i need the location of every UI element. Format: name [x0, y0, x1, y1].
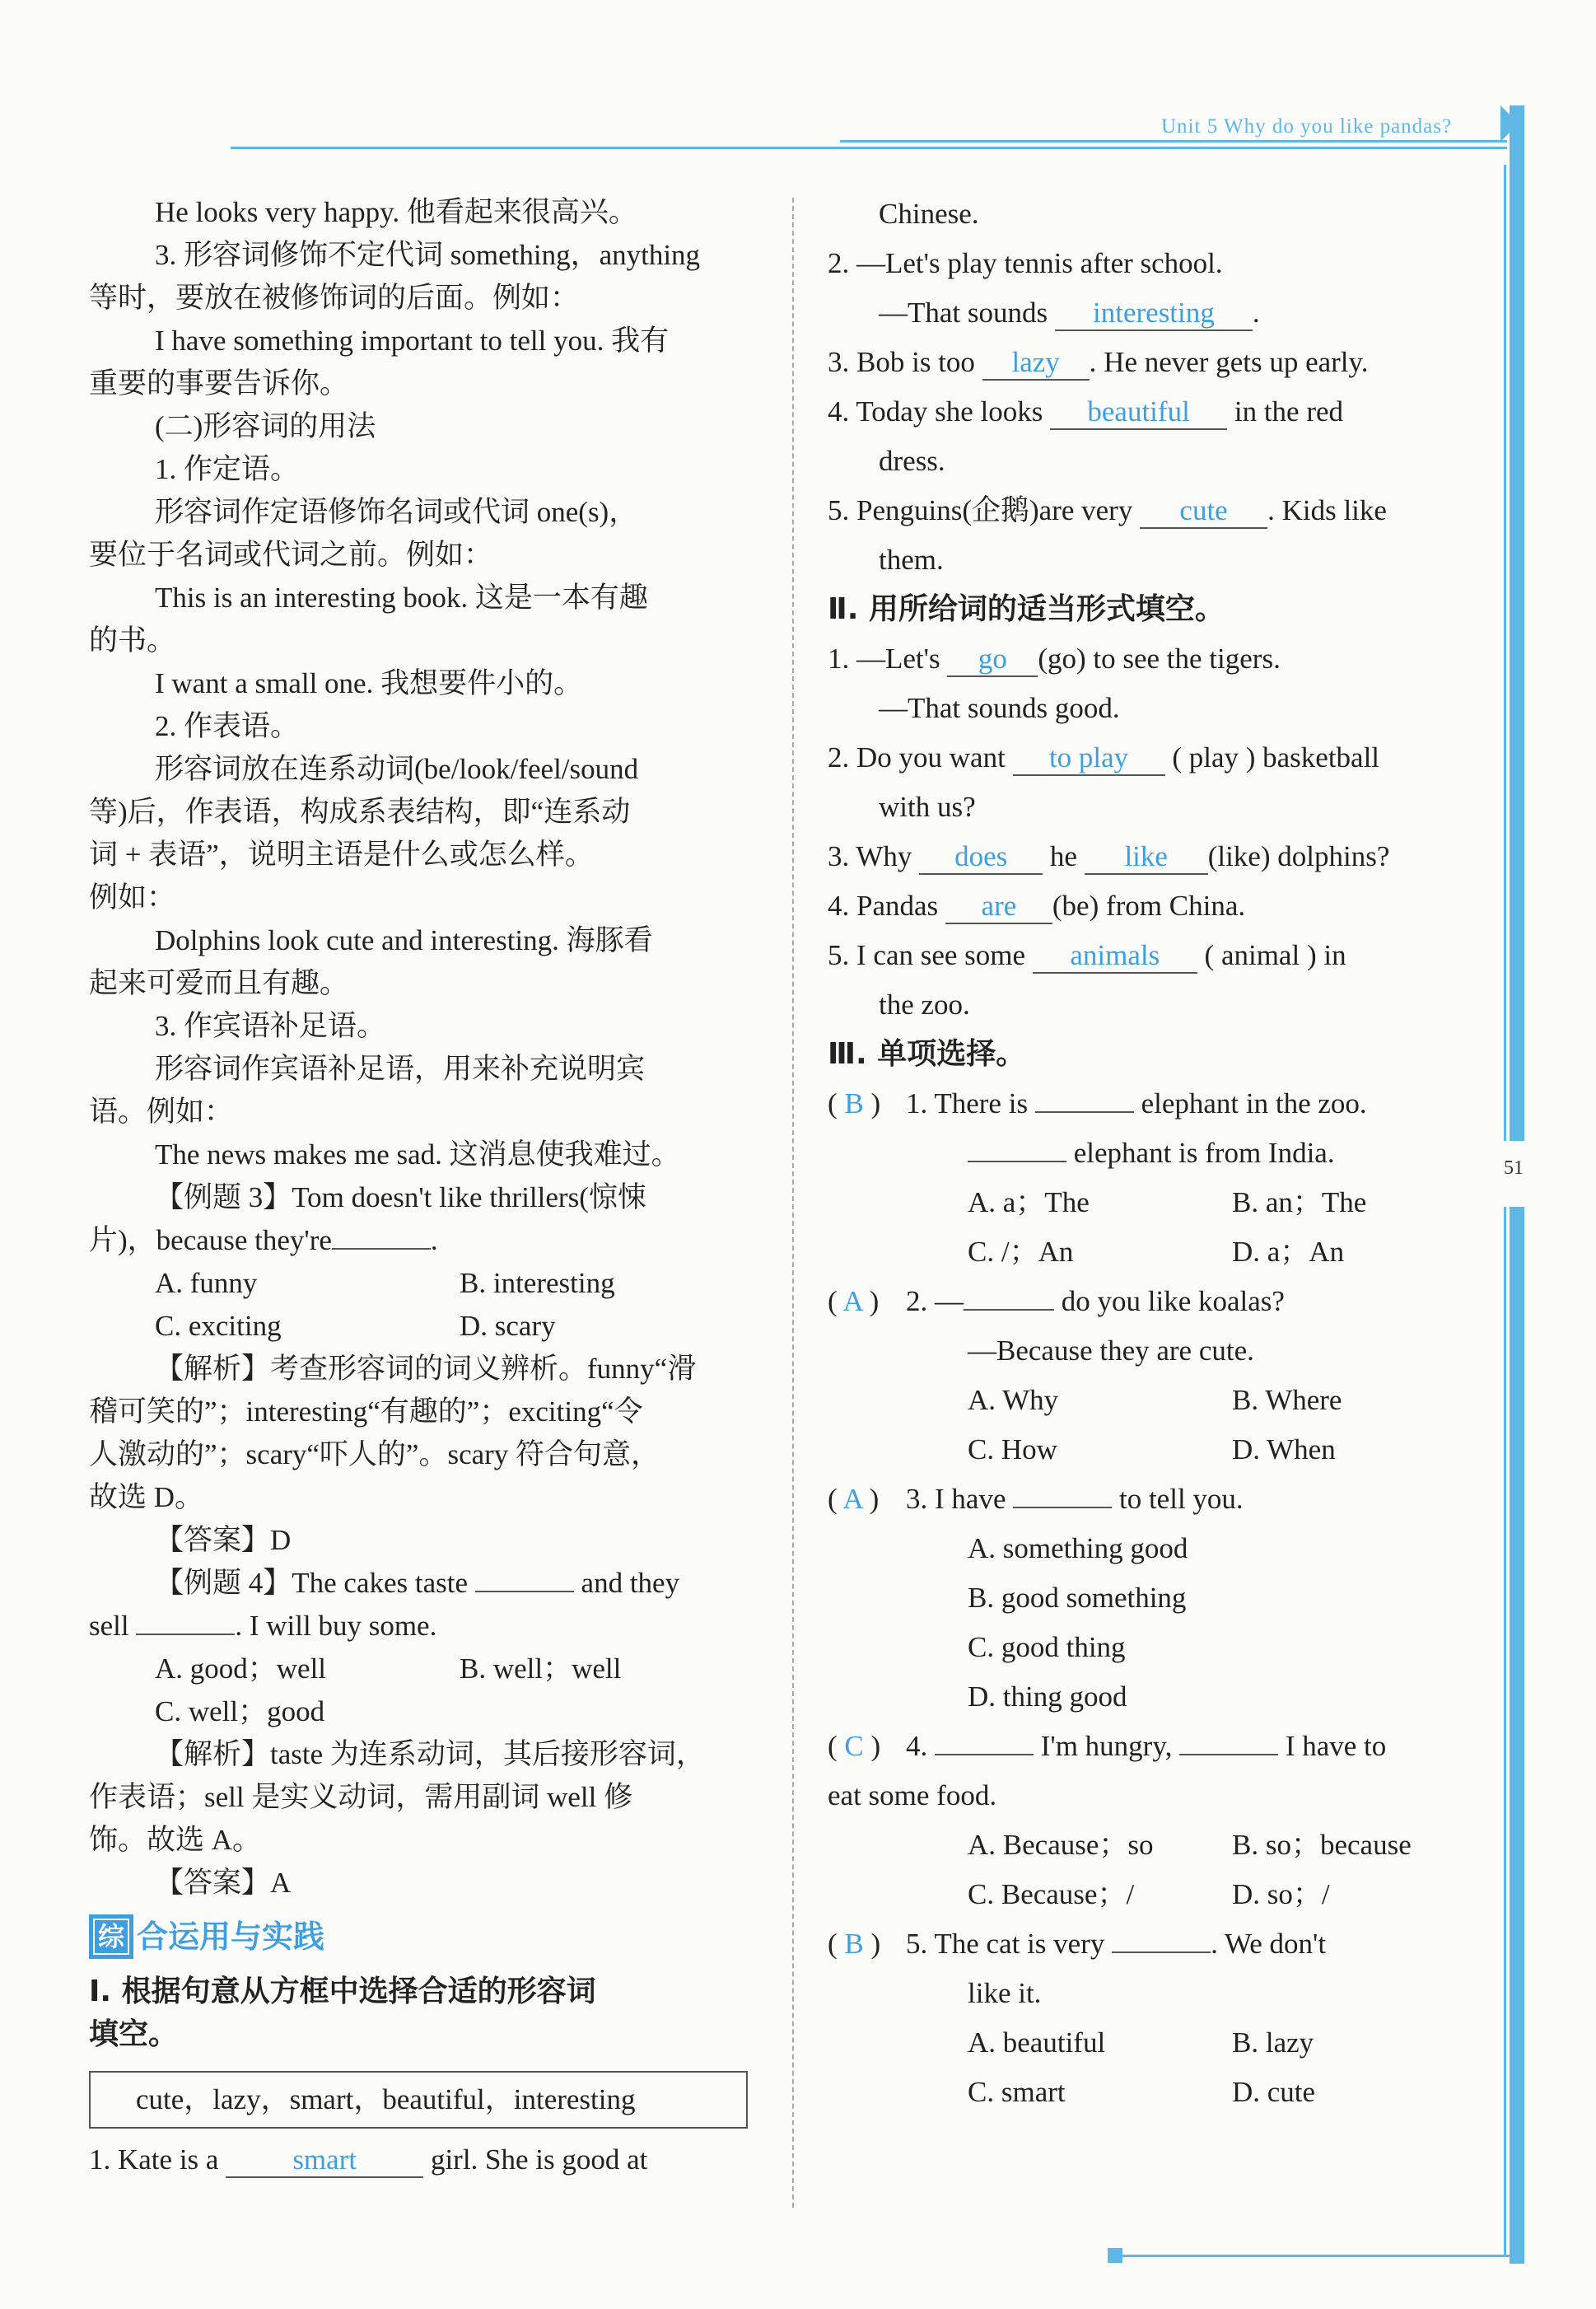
- column-divider: [792, 198, 794, 2208]
- mc-question-1: ( B ) 1. There is elephant in the zoo.: [828, 1082, 1496, 1125]
- section-1-title: Ⅰ. 根据句意从方框中选择合适的形容词: [89, 1975, 596, 2008]
- blank: [1013, 1480, 1112, 1508]
- blank: [1112, 1925, 1211, 1953]
- analysis: 饰。故选 A。: [89, 1824, 262, 1856]
- answer-blank: animals: [1033, 939, 1197, 974]
- options-row: A. good；well B. well；well: [155, 1652, 622, 1685]
- analysis: 作表语；sell 是实义动词，需用副词 well 修: [89, 1781, 633, 1813]
- answer-blank: cute: [1140, 494, 1267, 529]
- analysis: 稽可笑的”；interesting“有趣的”；exciting“令: [89, 1395, 643, 1428]
- option: C. good thing: [968, 1631, 1126, 1663]
- options-row: C. exciting D. scary: [155, 1310, 556, 1342]
- mc-question-3: ( A ) 3. I have to tell you.: [828, 1478, 1496, 1521]
- s2-question-4: 4. Pandas are (be) from China.: [828, 885, 1496, 928]
- banner-title: 合运用与实践: [137, 1919, 325, 1955]
- mc-question-1-2: elephant is from India.: [828, 1132, 1496, 1175]
- blank: [964, 1283, 1054, 1311]
- mc-question-2: ( A ) 2. — do you like koalas?: [828, 1280, 1496, 1323]
- text-line: I want a small one. 我想要件小的。: [155, 667, 583, 699]
- question-3: 3. Bob is too lazy . He never gets up early.: [828, 341, 1496, 384]
- blank: [1035, 1085, 1134, 1113]
- options-row: C. How D. When: [968, 1433, 1336, 1465]
- banner-icon: 综: [89, 1914, 133, 1959]
- option: B. good something: [968, 1582, 1187, 1614]
- header-rule: [840, 140, 1507, 143]
- blank: [475, 1564, 574, 1592]
- mc-question-4: ( C ) 4. I'm hungry, I have to: [828, 1725, 1496, 1768]
- text-line: 等时，要放在被修饰词的后面。例如：: [89, 282, 580, 314]
- analysis: 【解析】taste 为连系动词，其后接形容词，: [155, 1738, 705, 1770]
- answer: 【答案】A: [155, 1867, 292, 1899]
- analysis: 【解析】考查形容词的词义辨析。funny“滑: [155, 1353, 697, 1385]
- question-5: 5. Penguins(企鹅)are very cute . Kids like: [828, 489, 1496, 532]
- text-line: 3. 作宾语补足语。: [155, 1010, 386, 1042]
- s2-question-1: 1. —Let's go (go) to see the tigers.: [828, 638, 1496, 680]
- text-line: This is an interesting book. 这是一本有趣: [155, 582, 648, 614]
- answer-blank: to play: [1013, 741, 1165, 776]
- options-row: A. funny B. interesting: [155, 1267, 615, 1299]
- answer-blank: interesting: [1055, 297, 1253, 331]
- answer-blank: are: [945, 890, 1052, 924]
- example-4-stem: 【例题 4】The cakes taste and they: [89, 1562, 754, 1605]
- text-line: 例如：: [89, 881, 176, 914]
- section-3-title: Ⅲ. 单项选择。: [828, 1037, 1026, 1071]
- mc-answer: B: [844, 1928, 864, 1960]
- running-header: Unit 5 Why do you like pandas?: [1161, 115, 1453, 138]
- mc-answer: A: [842, 1285, 862, 1317]
- answer-blank: go: [947, 643, 1038, 677]
- options-row: A. Because；so B. so；because: [968, 1829, 1412, 1861]
- options-row: A. a；The B. an；The: [968, 1186, 1367, 1218]
- text-line: Dolphins look cute and interesting. 海豚看: [155, 924, 653, 956]
- text-line: 的书。: [89, 624, 176, 657]
- answer-blank: lazy: [982, 346, 1090, 381]
- text-line: 形容词作宾语补足语，用来补充说明宾: [155, 1053, 646, 1085]
- text-line: Chinese.: [879, 198, 979, 230]
- left-column: [89, 191, 754, 2181]
- example-3-stem-2: 片)，because they're .: [89, 1219, 754, 1262]
- blank: [1179, 1727, 1278, 1755]
- footer-rule: [1112, 2255, 1515, 2257]
- text-line: —That sounds good.: [879, 692, 1120, 724]
- question-1: 1. Kate is a smart girl. She is good at: [89, 2138, 754, 2181]
- page-number: 51: [1504, 1157, 1524, 1179]
- margin-rule: [1504, 165, 1506, 2257]
- blank: [935, 1727, 1034, 1755]
- s2-question-2: 2. Do you want to play ( play ) basketball: [828, 736, 1496, 779]
- text-line: 3. 形容词修饰不定代词 something，anything: [155, 239, 701, 271]
- analysis: 故选 D。: [89, 1481, 204, 1513]
- mc-answer: C: [844, 1730, 864, 1762]
- blank: [332, 1222, 431, 1250]
- options-row: A. beautiful B. lazy: [968, 2026, 1314, 2059]
- answer-blank: like: [1085, 840, 1208, 875]
- example-3-stem: 【例题 3】Tom doesn't like thrillers(惊悚: [155, 1181, 646, 1213]
- options-row: C. Because；/ D. so；/: [968, 1878, 1330, 1910]
- section-banner: [89, 1914, 754, 1959]
- text-line: 2. 作表语。: [155, 710, 300, 742]
- text-line: —Because they are cute.: [968, 1334, 1254, 1367]
- text-line: 要位于名词或代词之前。例如：: [89, 539, 493, 571]
- options-row: C. smart D. cute: [968, 2076, 1316, 2108]
- options-row: C. /；An D. a；An: [968, 1236, 1345, 1268]
- text-line: 形容词作定语修饰名词或代词 one(s)，: [155, 496, 638, 528]
- text-line: the zoo.: [879, 989, 970, 1021]
- answer-blank: does: [919, 840, 1043, 875]
- text-line: eat some food.: [828, 1779, 997, 1811]
- text-line: like it.: [968, 1977, 1042, 2009]
- analysis: 人激动的”；scary“吓人的”。scary 符合句意，: [89, 1438, 660, 1470]
- text-line: 形容词放在连系动词(be/look/feel/sound: [155, 753, 639, 785]
- answer-blank: beautiful: [1050, 395, 1227, 430]
- mc-answer: A: [842, 1483, 862, 1515]
- s2-question-5: 5. I can see some animals ( animal ) in: [828, 934, 1496, 977]
- text-line: them.: [879, 544, 944, 576]
- subheading: (二)形容词的用法: [155, 410, 376, 442]
- mc-question-5: ( B ) 5. The cat is very . We don't: [828, 1923, 1496, 1965]
- blank: [136, 1607, 235, 1635]
- text-line: 重要的事要告诉你。: [89, 367, 349, 400]
- mc-answer: B: [844, 1087, 864, 1119]
- s2-question-3: 3. Why does he like (like) dolphins?: [828, 835, 1496, 878]
- section-1-title-2: 填空。: [89, 2017, 179, 2051]
- question-4: 4. Today she looks beautiful in the red: [828, 390, 1496, 433]
- options-row: C. well；good: [155, 1695, 325, 1727]
- right-column: [828, 193, 1496, 2114]
- blank: [968, 1134, 1066, 1162]
- text-line: 起来可爱而且有趣。: [89, 967, 349, 999]
- options-row: A. Why B. Where: [968, 1384, 1342, 1416]
- answer: 【答案】D: [155, 1524, 292, 1556]
- text-line: with us?: [879, 791, 976, 823]
- answer-blank: smart: [226, 2143, 423, 2178]
- option: D. thing good: [968, 1680, 1127, 1713]
- question-2-reply: —That sounds interesting .: [828, 292, 1496, 334]
- example-4-stem-2: sell . I will buy some.: [89, 1605, 754, 1648]
- text-line: 1. 作定语。: [155, 453, 300, 485]
- header-rule-lower: [231, 147, 1507, 149]
- section-2-title: Ⅱ. 用所给词的适当形式填空。: [828, 592, 1225, 626]
- text-line: The news makes me sad. 这消息使我难过。: [155, 1138, 680, 1171]
- word-box: cute，lazy，smart，beautiful，interesting: [89, 2071, 748, 2129]
- option: A. something good: [968, 1532, 1188, 1564]
- text-line: 语。例如：: [89, 1096, 234, 1128]
- text-line: He looks very happy. 他看起来很高兴。: [155, 196, 637, 228]
- text-line: dress.: [879, 445, 945, 477]
- text-line: I have something important to tell you. 我有: [155, 325, 670, 357]
- text-line: 等)后，作表语，构成系表结构，即“连系动: [89, 796, 631, 828]
- question-2: 2. —Let's play tennis after school.: [828, 247, 1223, 279]
- text-line: 词 + 表语”，说明主语是什么或怎么样。: [89, 839, 594, 871]
